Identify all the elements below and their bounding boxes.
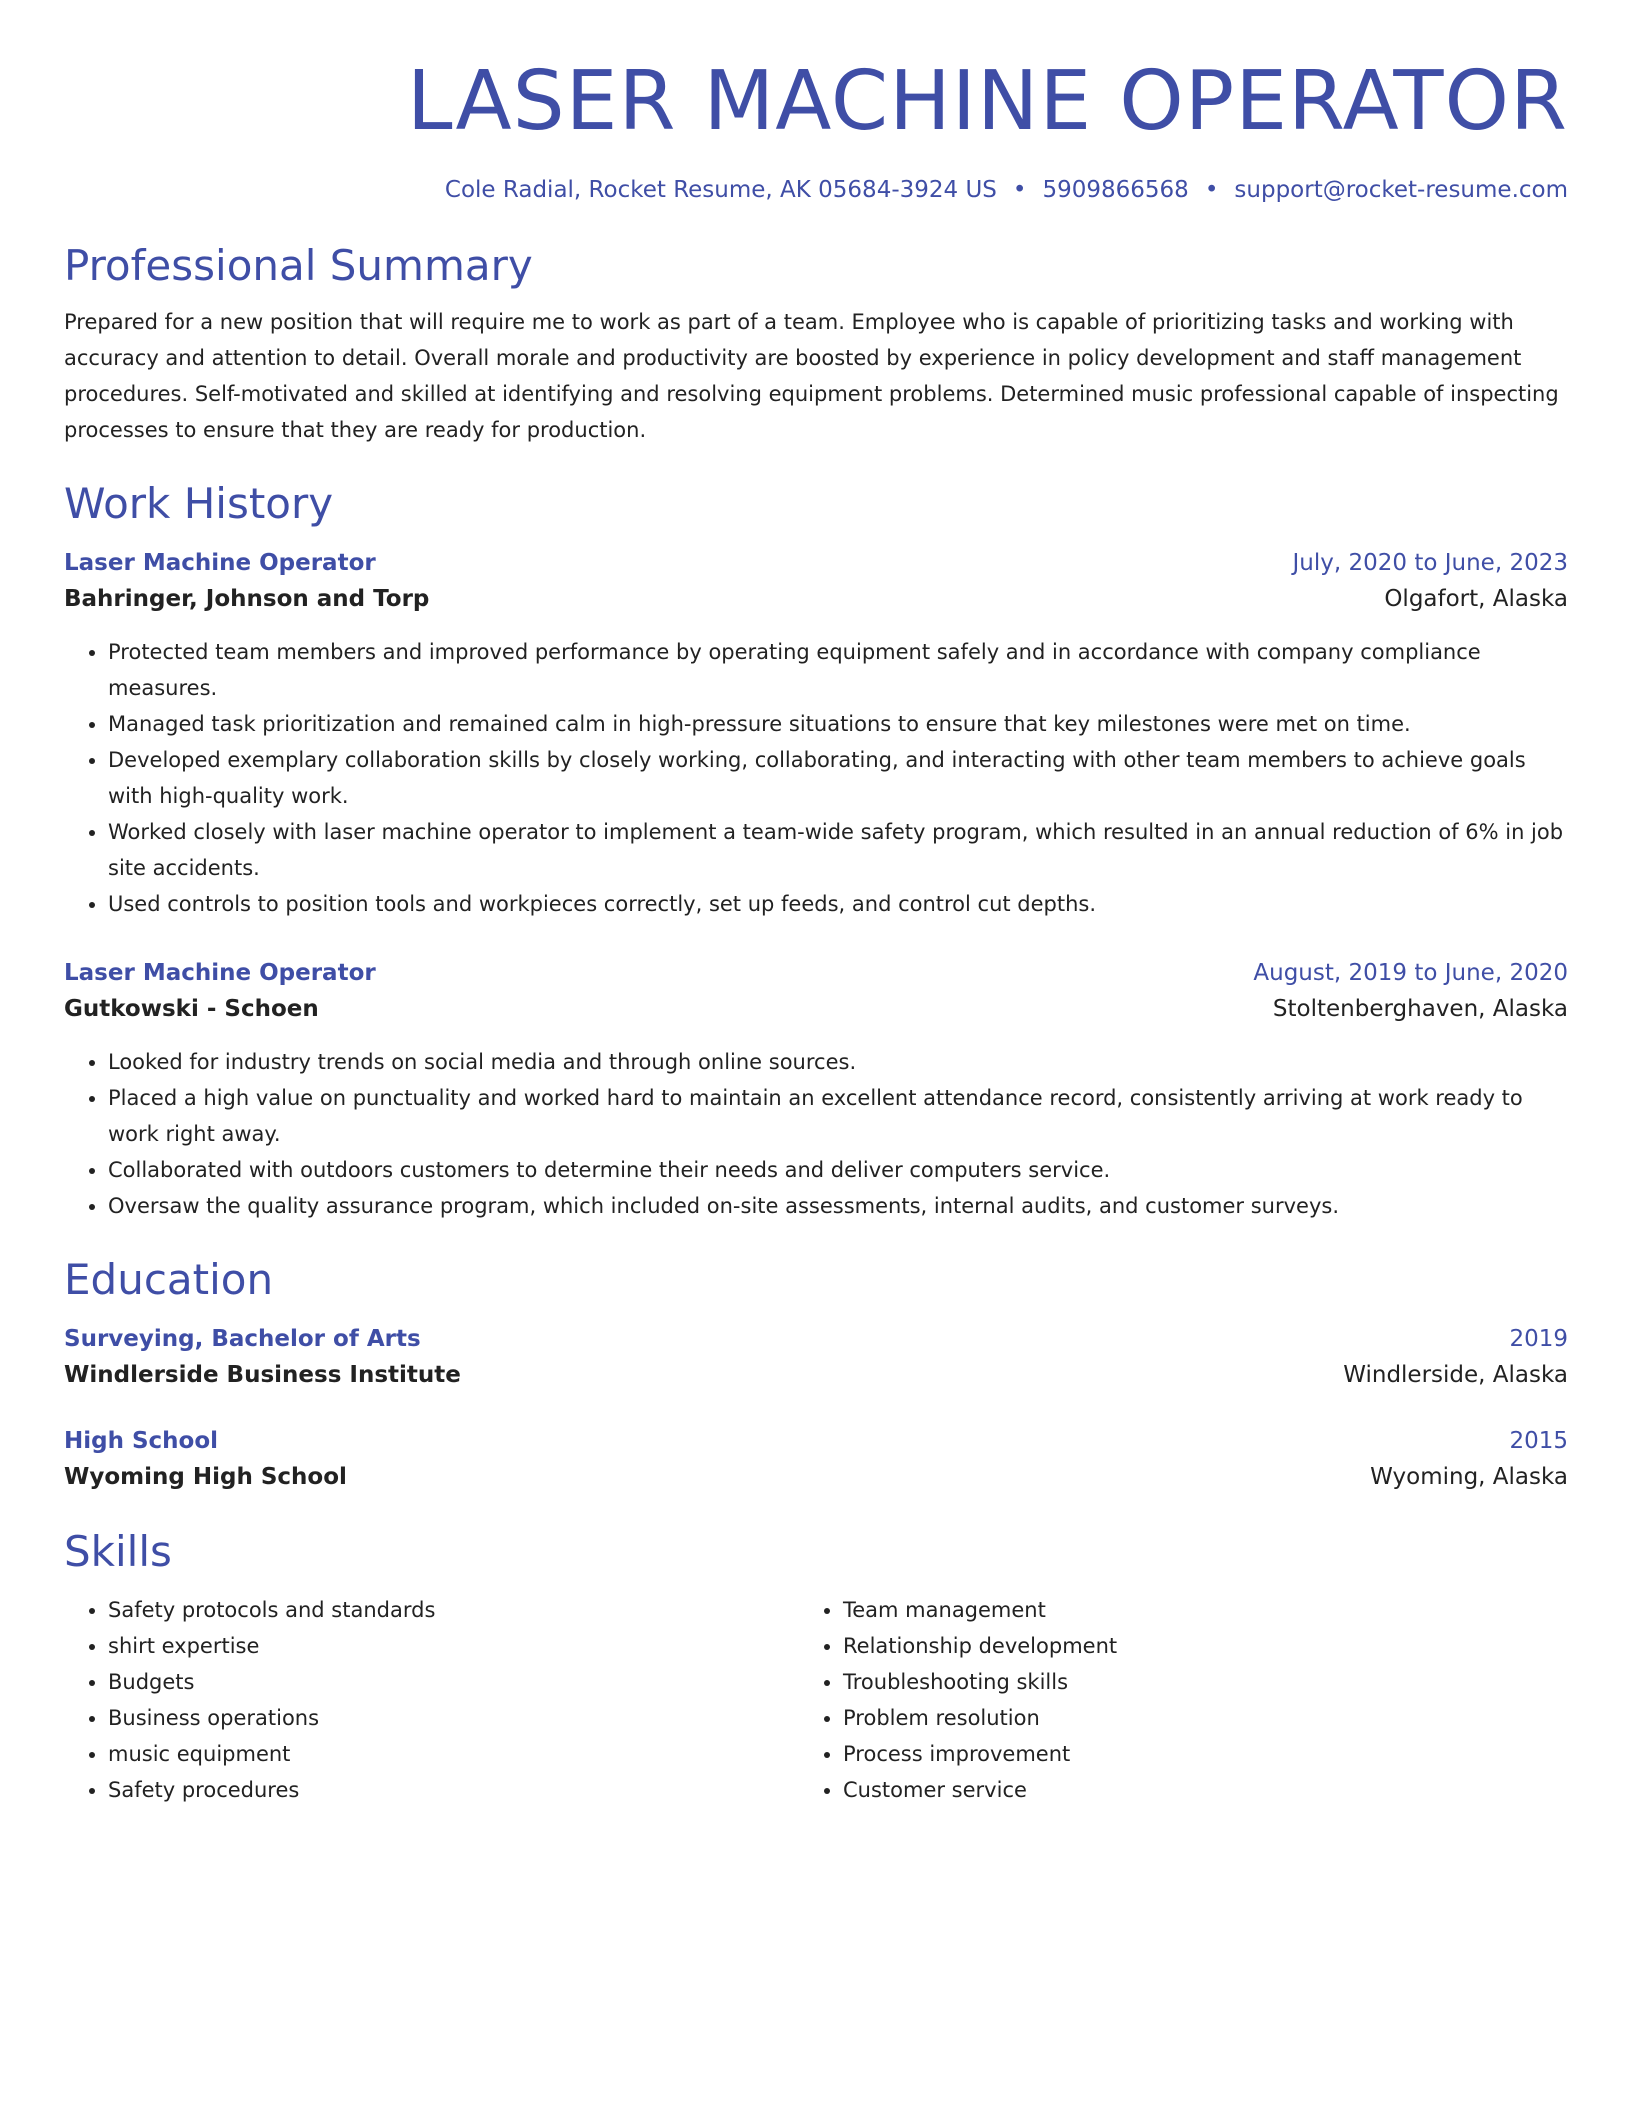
job-bullets — [64, 634, 1568, 922]
education-subheader — [64, 1458, 1568, 1496]
job-dates: August, 2019 to June, 2020 — [1253, 960, 1568, 986]
section-title-summary: Professional Summary — [64, 241, 533, 290]
education-school: Wyoming High School — [64, 1464, 347, 1490]
education-subheader — [64, 1356, 1568, 1394]
job-header — [64, 956, 1568, 990]
education-entry — [64, 1424, 1568, 1496]
skill-item: • Business operations — [108, 1700, 799, 1736]
job-subheader — [64, 990, 1568, 1028]
education-header — [64, 1322, 1568, 1356]
contact-phone[interactable]: 5909866568 — [1042, 177, 1189, 203]
resume-header — [64, 52, 1568, 206]
skill-item: • Problem resolution — [843, 1700, 1534, 1736]
list-item: • Managed task prioritization and remained calm in high-pressure situations to ensure that key milestones were met on time. — [108, 706, 1568, 742]
job-bullets — [64, 1044, 1568, 1224]
list-item: • Collaborated with outdoors customers to determine their needs and deliver computers service. — [108, 1152, 1568, 1188]
skill-item: • Customer service — [843, 1772, 1534, 1808]
job-company: Gutkowski - Schoen — [64, 996, 319, 1022]
section-title-education: Education — [64, 1255, 274, 1304]
education-entry — [64, 1322, 1568, 1394]
job-location: Olgafort, Alaska — [1384, 586, 1568, 612]
job-header — [64, 546, 1568, 580]
skill-item: • Safety protocols and standards — [108, 1592, 799, 1628]
skill-item: • Safety procedures — [108, 1772, 799, 1808]
list-item: • Developed exemplary collaboration skills by closely working, collaborating, and interacting with other team members to achieve goals with high-quality work. — [108, 742, 1568, 814]
skill-item: • Process improvement — [843, 1736, 1534, 1772]
skill-item: • Troubleshooting skills — [843, 1664, 1534, 1700]
contact-address: Cole Radial, Rocket Resume, AK 05684-3924 US — [444, 177, 997, 203]
candidate-title: LASER MACHINE OPERATOR — [406, 54, 1568, 149]
education-degree: High School — [64, 1428, 219, 1454]
job-entry — [64, 546, 1568, 922]
education-year: 2015 — [1509, 1428, 1568, 1454]
skills-list-left — [64, 1592, 799, 1808]
summary-text: Prepared for a new position that will require me to work as part of a team. Employee who is capable of prioritizing tasks and working with accuracy and attention to detail. Overall morale and productivity are boosted by experience in policy development and staff management procedures. Self-motivated and skilled at identifying and resolving equipment problems. Determined music professional capable of inspecting processes to ensure that they are ready for production. — [64, 310, 1559, 442]
list-item: • Looked for industry trends on social media and through online sources. — [108, 1044, 1568, 1080]
job-dates: July, 2020 to June, 2023 — [1292, 550, 1568, 576]
skills-list-right — [799, 1592, 1534, 1808]
contact-email[interactable]: support@rocket-resume.com — [1234, 177, 1568, 203]
job-entry — [64, 956, 1568, 1224]
skill-item: • Relationship development — [843, 1628, 1534, 1664]
job-role: Laser Machine Operator — [64, 550, 376, 576]
skill-item: • Budgets — [108, 1664, 799, 1700]
list-item: • Placed a high value on punctuality and worked hard to maintain an excellent attendance record, consistently arriving at work ready to work right away. — [108, 1080, 1568, 1152]
skills-columns — [64, 1592, 1568, 1808]
section-title-work-history: Work History — [64, 479, 334, 528]
education-location: Windlerside, Alaska — [1343, 1362, 1568, 1388]
education-header — [64, 1424, 1568, 1458]
skill-item: • shirt expertise — [108, 1628, 799, 1664]
job-location: Stoltenberghaven, Alaska — [1272, 996, 1568, 1022]
job-subheader — [64, 580, 1568, 618]
job-role: Laser Machine Operator — [64, 960, 376, 986]
contact-separator: • — [1012, 177, 1027, 203]
skill-item: • music equipment — [108, 1736, 799, 1772]
list-item: • Protected team members and improved performance by operating equipment safely and in accordance with company compliance measures. — [108, 634, 1568, 706]
education-year: 2019 — [1509, 1326, 1568, 1352]
list-item: • Worked closely with laser machine operator to implement a team-wide safety program, which resulted in an annual reduction of 6% in job site accidents. — [108, 814, 1568, 886]
education-location: Wyoming, Alaska — [1370, 1464, 1568, 1490]
contact-separator: • — [1204, 177, 1219, 203]
skill-item: • Team management — [843, 1592, 1534, 1628]
list-item: • Used controls to position tools and workpieces correctly, set up feeds, and control cut depths. — [108, 886, 1568, 922]
education-school: Windlerside Business Institute — [64, 1362, 461, 1388]
list-item: • Oversaw the quality assurance program, which included on-site assessments, internal audits, and customer surveys. — [108, 1188, 1568, 1224]
education-degree: Surveying, Bachelor of Arts — [64, 1326, 421, 1352]
section-title-skills: Skills — [64, 1527, 172, 1576]
contact-line — [64, 174, 1568, 206]
job-company: Bahringer, Johnson and Torp — [64, 586, 430, 612]
